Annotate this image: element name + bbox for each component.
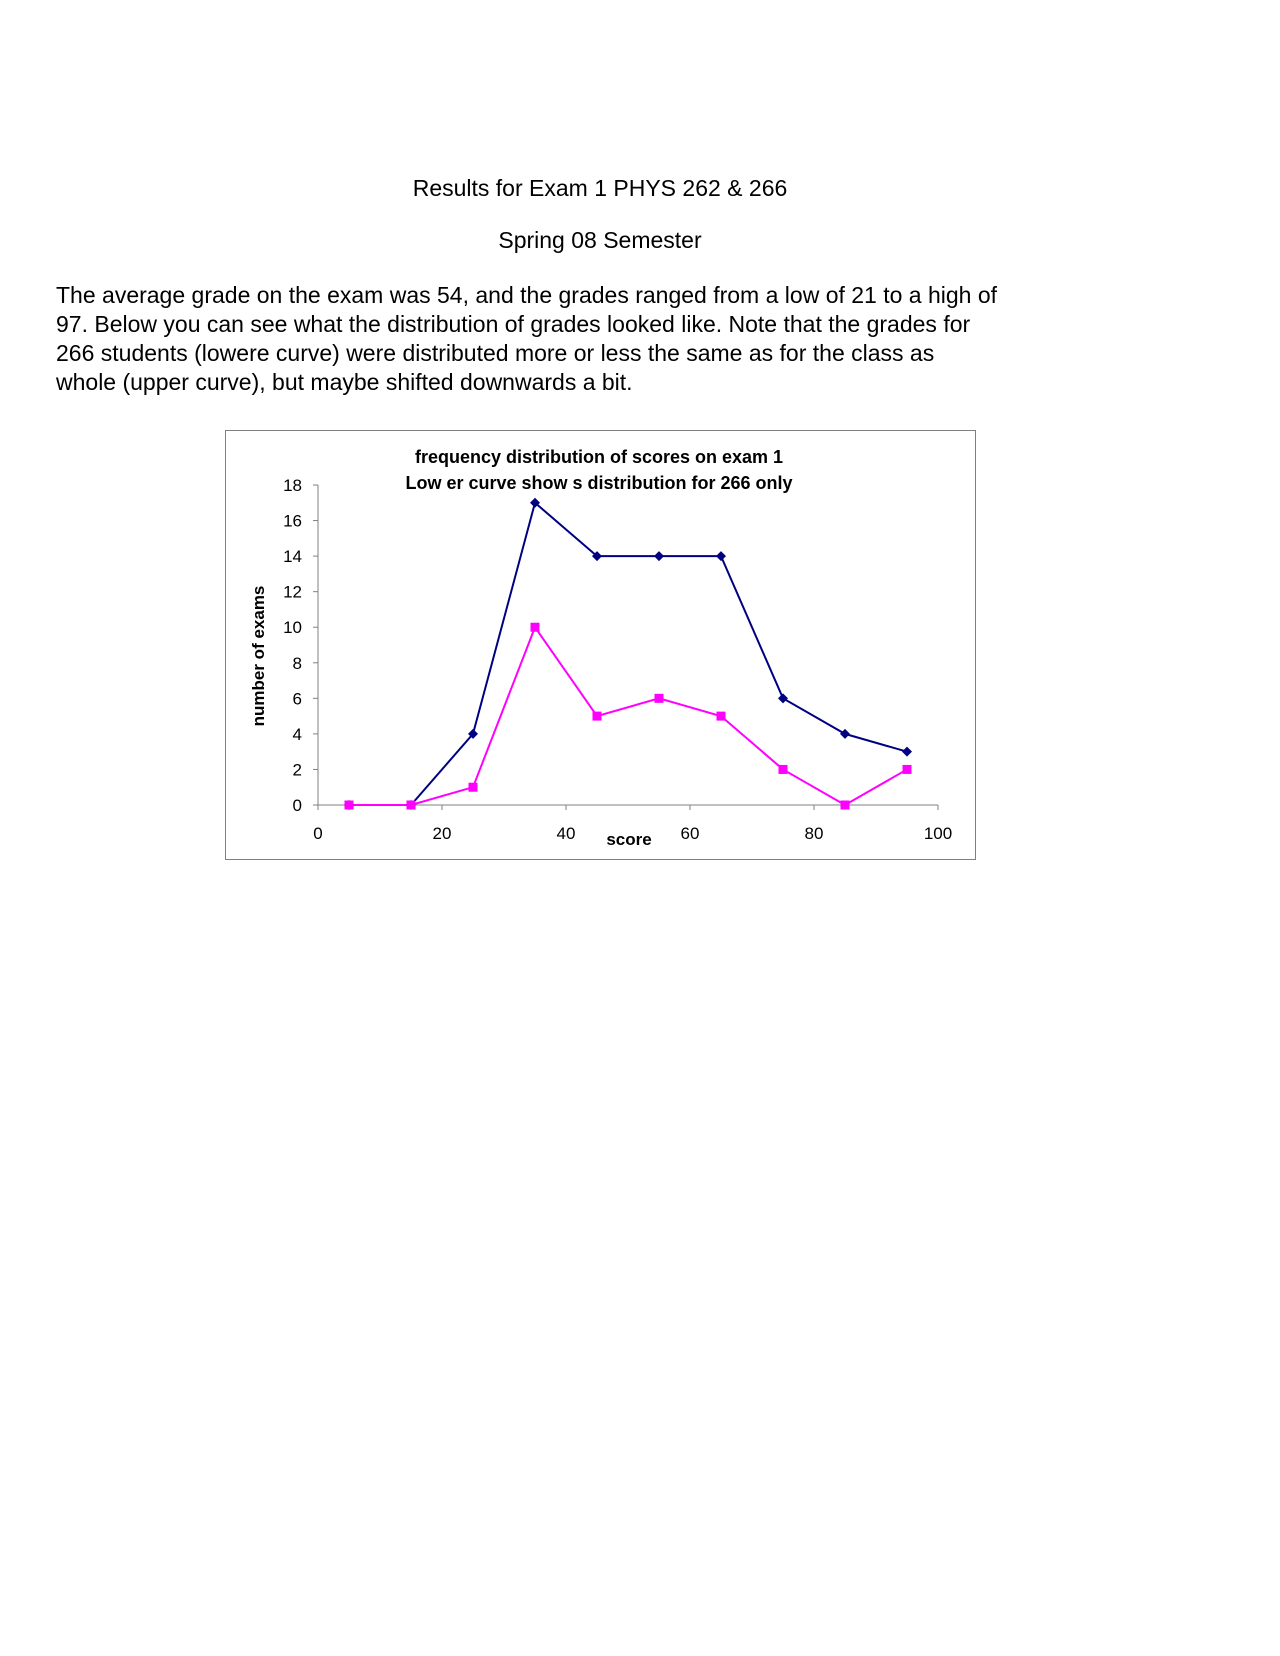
x-tick-label: 80 <box>804 824 824 843</box>
x-tick-label: 0 <box>313 824 323 843</box>
series-1-point <box>655 694 664 703</box>
document-title: Results for Exam 1 PHYS 262 & 266 <box>412 175 788 201</box>
paragraph-line: 97. Below you can see what the distribution of grades looked like. Note that the grades for <box>56 311 971 337</box>
y-tick-label: 12 <box>283 582 302 602</box>
series-1-point <box>593 712 602 721</box>
y-tick-label: 2 <box>292 760 302 780</box>
series-0-point <box>654 551 664 561</box>
series-0-line <box>349 503 907 805</box>
y-tick-label: 8 <box>292 653 302 673</box>
paragraph-line: The average grade on the exam was 54, and the grades ranged from a low of 21 to a high of <box>56 282 998 308</box>
chart-frame <box>225 430 976 860</box>
x-tick-label: 60 <box>680 824 700 843</box>
y-tick-label: 14 <box>283 547 302 567</box>
y-tick-label: 18 <box>283 476 302 495</box>
x-tick-label: 100 <box>923 824 953 843</box>
series-1-point <box>407 801 416 810</box>
series-1-line <box>349 627 907 805</box>
series-1-point <box>531 623 540 632</box>
document-subtitle: Spring 08 Semester <box>498 227 702 253</box>
series-1-point <box>469 783 478 792</box>
paragraph-line: whole (upper curve), but maybe shifted downwards a bit. <box>56 369 633 395</box>
y-axis-label: number of exams <box>249 585 268 727</box>
score-distribution-chart <box>226 431 975 859</box>
series-0-point <box>902 747 912 757</box>
chart-axes <box>283 476 952 843</box>
intro-paragraph <box>56 281 1186 397</box>
x-tick-label: 20 <box>432 824 452 843</box>
y-tick-label: 0 <box>292 796 302 815</box>
chart-plot-area <box>344 498 912 810</box>
series-0-point <box>716 551 726 561</box>
y-tick-label: 6 <box>292 689 302 709</box>
x-tick-label: 40 <box>556 824 576 843</box>
y-tick-label: 10 <box>283 618 302 638</box>
paragraph-line: 266 students (lowere curve) were distributed more or less the same as for the class as <box>56 340 935 366</box>
series-1-point <box>779 765 788 774</box>
y-tick-label: 4 <box>292 724 302 744</box>
y-tick-label: 16 <box>283 511 302 531</box>
series-1-point <box>345 801 354 810</box>
x-axis-label: score <box>606 830 652 849</box>
series-1-point <box>841 801 850 810</box>
series-0-point <box>840 729 850 739</box>
series-1-point <box>717 712 726 721</box>
series-1-point <box>903 765 912 774</box>
series-0-point <box>778 693 788 703</box>
chart-title: frequency distribution of scores on exam 1 <box>414 447 784 467</box>
chart-subtitle: Low er curve show s distribution for 266 only <box>405 473 793 493</box>
